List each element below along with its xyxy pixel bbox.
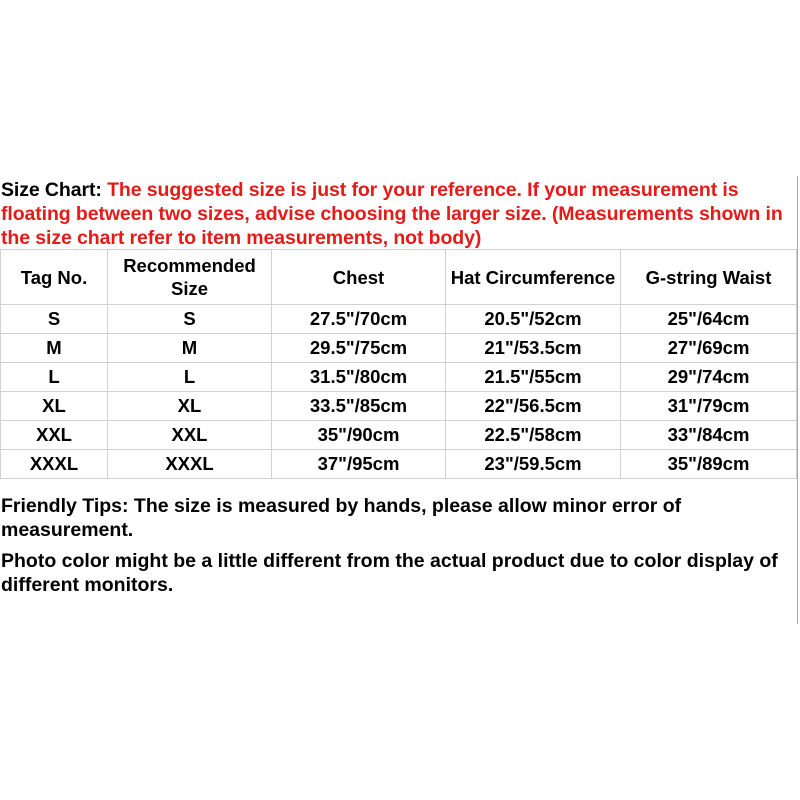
heading-lead: Size Chart: — [1, 179, 102, 201]
cell-hat-circumference: 21"/53.5cm — [446, 334, 621, 363]
cell-recommended-size: S — [108, 305, 272, 334]
cell-g-string-waist: 33"/84cm — [621, 421, 797, 450]
table-row — [1, 334, 797, 363]
friendly-tips: Friendly Tips: The size is measured by hands, please allow minor error of measurement. — [1, 495, 682, 541]
cell-hat-circumference: 21.5"/55cm — [446, 363, 621, 392]
cell-recommended-size: L — [108, 363, 272, 392]
cell-recommended-size: XXXL — [108, 450, 272, 479]
cell-hat-circumference: 22"/56.5cm — [446, 392, 621, 421]
header-chest: Chest — [272, 250, 446, 305]
cell-hat-circumference: 23"/59.5cm — [446, 450, 621, 479]
table-row — [1, 450, 797, 479]
cell-chest: 35"/90cm — [272, 421, 446, 450]
header-recommended-size: Recommended Size — [108, 250, 272, 305]
cell-recommended-size: XL — [108, 392, 272, 421]
table-header-row — [1, 250, 797, 305]
cell-g-string-waist: 25"/64cm — [621, 305, 797, 334]
cell-tag-no: XL — [1, 392, 108, 421]
cell-tag-no: L — [1, 363, 108, 392]
table-row — [1, 363, 797, 392]
cell-g-string-waist: 29"/74cm — [621, 363, 797, 392]
photo-color-note: Photo color might be a little different from the actual product due to color display of different monitors. — [1, 550, 778, 596]
cell-tag-no: XXXL — [1, 450, 108, 479]
size-chart-heading — [1, 178, 793, 250]
cell-chest: 29.5"/75cm — [272, 334, 446, 363]
header-tag-no: Tag No. — [1, 250, 108, 305]
size-table — [0, 249, 797, 479]
cell-chest: 31.5"/80cm — [272, 363, 446, 392]
table-row — [1, 421, 797, 450]
cell-g-string-waist: 27"/69cm — [621, 334, 797, 363]
header-hat-circumference: Hat Circumference — [446, 250, 621, 305]
cell-chest: 37"/95cm — [272, 450, 446, 479]
heading-notice: The suggested size is just for your reference. If your measurement is floating between two sizes, advise choosing the larger size. (Measurements shown in the size chart refer to item measurements, not body) — [1, 179, 783, 249]
right-edge-line — [797, 176, 798, 624]
cell-hat-circumference: 20.5"/52cm — [446, 305, 621, 334]
table-row — [1, 392, 797, 421]
cell-recommended-size: M — [108, 334, 272, 363]
table-row — [1, 305, 797, 334]
cell-tag-no: S — [1, 305, 108, 334]
cell-chest: 33.5"/85cm — [272, 392, 446, 421]
cell-tag-no: XXL — [1, 421, 108, 450]
header-g-string-waist: G-string Waist — [621, 250, 797, 305]
cell-g-string-waist: 35"/89cm — [621, 450, 797, 479]
cell-tag-no: M — [1, 334, 108, 363]
cell-recommended-size: XXL — [108, 421, 272, 450]
cell-chest: 27.5"/70cm — [272, 305, 446, 334]
cell-g-string-waist: 31"/79cm — [621, 392, 797, 421]
cell-hat-circumference: 22.5"/58cm — [446, 421, 621, 450]
